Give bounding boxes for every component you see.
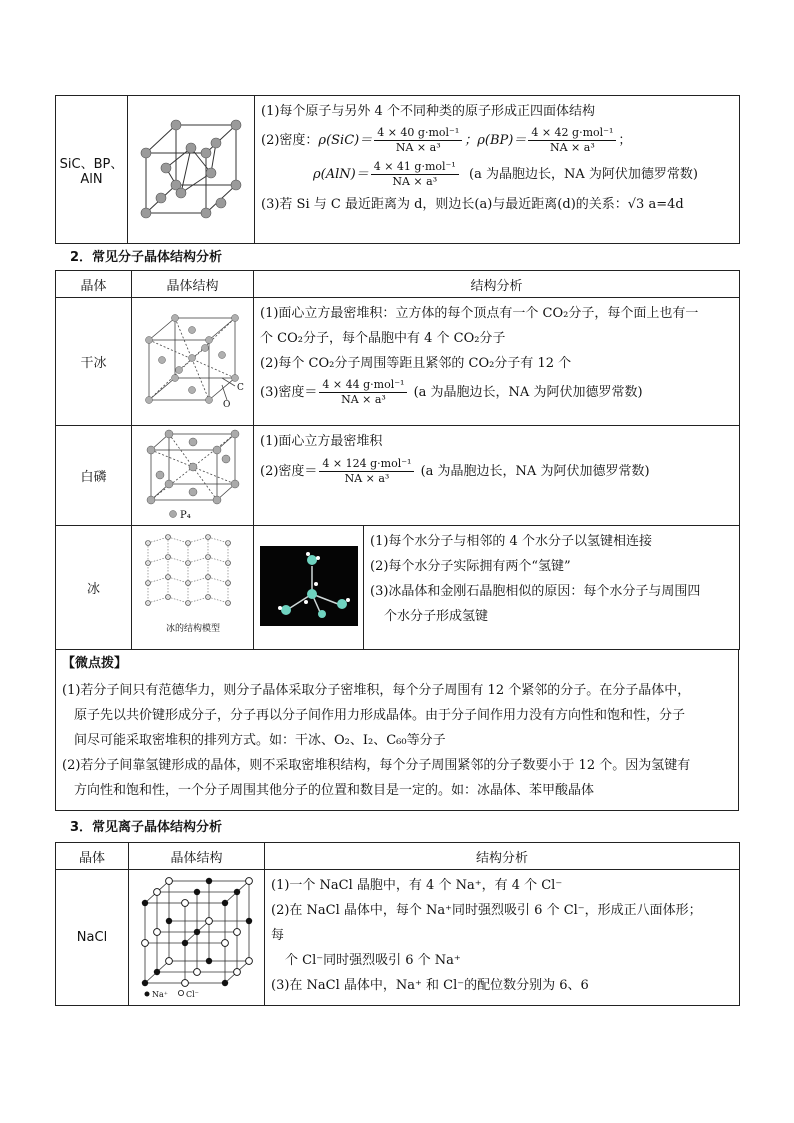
ice-molecule-image xyxy=(254,526,364,650)
nacl-line-2: (2)在 NaCl 晶体中，每个 Na⁺同时强烈吸引 6 个 Cl⁻，形成正八面体形； xyxy=(271,903,702,918)
dryice-line-2: 个 CO₂分子，每个晶胞中有 4 个 CO₂分子 xyxy=(260,331,506,346)
ice-analysis xyxy=(364,526,740,650)
sic-line-1: (1)每个原子与另外 4 个不同种类的原子形成正四面体结构 xyxy=(261,104,595,119)
legend-p4: P₄ xyxy=(179,509,191,520)
dryice-density-line: (3)密度＝ $\frac{\text{4 × 44 g·mol⁻¹}}{\text{NA × a³}}$ (a 为晶胞边长，NA 为阿伏加德罗常数) xyxy=(260,378,643,406)
phosphorus-name: 白磷 xyxy=(56,426,132,526)
dryice-lattice-icon xyxy=(137,310,249,410)
sic-lattice-icon xyxy=(136,113,246,223)
ice-line-1: (1)每个水分子与相邻的 4 个水分子以氢键相连接 xyxy=(370,534,652,549)
section-3-title: 3．常见离子晶体结构分析 xyxy=(70,820,223,835)
phosphorus-line-1: (1)面心立方最密堆积 xyxy=(260,434,383,449)
ice-lattice-icon xyxy=(138,531,248,641)
sic-analysis xyxy=(255,96,740,244)
dryice-line-1: (1)面心立方最密堆积：立方体的每个顶点有一个 CO₂分子，每个面上也有一 xyxy=(260,306,699,321)
molecular-table xyxy=(55,270,740,650)
ice-line-2: (2)每个水分子实际拥有两个“氢键” xyxy=(370,559,571,574)
dryice-line-3: (2)每个 CO₂分子周围等距且紧邻的 CO₂分子有 12 个 xyxy=(260,356,572,371)
nacl-line-5: (3)在 NaCl 晶体中，Na⁺ 和 Cl⁻的配位数分别为 6、6 xyxy=(271,978,589,993)
tip-p2-line-1: (2)若分子间靠氢键形成的晶体，则不采取密堆积结构，每个分子周围紧邻的分子数要小于 12 个。因为氢键有 xyxy=(62,758,691,773)
label-carbon: C xyxy=(236,382,244,393)
phosphorus-density-line: (2)密度＝ $\frac{\text{4 × 124 g·mol⁻¹}}{\text{NA × a³}}$ (a 为晶胞边长，NA 为阿伏加德罗常数) xyxy=(260,457,650,485)
phosphorus-structure-image xyxy=(132,426,254,526)
aln-density-line: ρ(AlN)＝ $\frac{\text{4 × 41 g·mol⁻¹}}{\text{NA × a³}}$ (a 为晶胞边长，NA 为阿伏加德罗常数) xyxy=(313,160,698,188)
ice-molecule-icon xyxy=(260,546,358,626)
dryice-name: 干冰 xyxy=(56,298,132,426)
nacl-line-1: (1)一个 NaCl 晶胞中，有 4 个 Na⁺，有 4 个 Cl⁻ xyxy=(271,878,563,893)
ionic-header-structure: 晶体结构 xyxy=(129,843,265,870)
sic-density-line: (2)密度：ρ(SiC)＝ $\frac{\text{4 × 40 g·mol⁻¹}}{\text{NA × a³}}$ ；ρ(BP)＝ $\frac{\text{4 × 42 g·mol⁻¹}}{\text{NA × a³}}$ ； xyxy=(261,126,632,154)
tip-p1-line-1: (1)若分子间只有范德华力，则分子晶体采取分子密堆积，每个分子周围有 12 个紧邻的分子。在分子晶体中， xyxy=(62,683,691,698)
nacl-line-4: 个 Cl⁻同时强烈吸引 6 个 Na⁺ xyxy=(285,953,461,968)
header-analysis: 结构分析 xyxy=(254,271,740,298)
ice-name: 冰 xyxy=(56,526,132,650)
sic-table xyxy=(55,95,740,244)
ice-structure-image xyxy=(132,526,254,650)
nacl-name: NaCl xyxy=(56,870,129,1006)
header-crystal: 晶体 xyxy=(56,271,132,298)
sic-density-fraction: $\frac{\text{4 × 40 g·mol⁻¹}}{\text{NA × a³}}$ xyxy=(374,126,462,155)
sic-name: SiC、BP、AlN xyxy=(56,96,128,244)
nacl-line-3: 每 xyxy=(271,928,285,943)
sic-structure-image xyxy=(128,96,255,244)
tip-p1-line-2: 原子先以共价键形成分子，分子再以分子间作用力形成晶体。由于分子间作用力没有方向性和饱和性，分子 xyxy=(74,708,686,723)
ionic-header-analysis: 结构分析 xyxy=(265,843,740,870)
dryice-density-fraction: $\frac{\text{4 × 44 g·mol⁻¹}}{\text{NA × a³}}$ xyxy=(319,378,407,407)
ice-caption: 冰的结构模型 xyxy=(165,623,220,634)
legend-na: Na⁺ xyxy=(151,989,168,999)
ionic-header-crystal: 晶体 xyxy=(56,843,129,870)
bp-density-fraction: $\frac{\text{4 × 42 g·mol⁻¹}}{\text{NA × a³}}$ xyxy=(528,126,616,155)
legend-cl: Cl⁻ xyxy=(185,989,199,999)
phosphorus-density-fraction: $\frac{\text{4 × 124 g·mol⁻¹}}{\text{NA × a³}}$ xyxy=(319,457,414,486)
nacl-lattice-icon xyxy=(135,873,259,999)
section-2-title: 2．常见分子晶体结构分析 xyxy=(70,250,223,265)
tip-p2-line-2: 方向性和饱和性，一个分子周围其他分子的位置和数目是一定的。如：冰晶体、苯甲酸晶体 xyxy=(74,783,595,798)
tip-p1-line-3: 间尽可能采取密堆积的排列方式。如：干冰、O₂、I₂、C₆₀等分子 xyxy=(74,733,446,748)
ice-line-4: 个水分子形成氢键 xyxy=(384,609,489,624)
dryice-structure-image xyxy=(132,298,254,426)
label-oxygen: O xyxy=(222,399,230,410)
nacl-analysis xyxy=(265,870,740,1006)
header-structure: 晶体结构 xyxy=(132,271,254,298)
phosphorus-lattice-icon xyxy=(143,428,243,520)
nacl-structure-image xyxy=(129,870,265,1006)
ice-line-3: (3)冰晶体和金刚石晶胞相似的原因：每个水分子与周围四 xyxy=(370,584,701,599)
sic-line-3: (3)若 Si 与 C 最近距离为 d，则边长(a)与最近距离(d)的关系：√3 a=4d xyxy=(261,197,684,212)
aln-density-fraction: $\frac{\text{4 × 41 g·mol⁻¹}}{\text{NA × a³}}$ xyxy=(371,160,459,189)
dryice-analysis xyxy=(254,298,740,426)
tip-title: 【微点拨】 xyxy=(62,656,128,671)
tip-box xyxy=(55,649,739,811)
ionic-table xyxy=(55,842,740,1006)
phosphorus-analysis xyxy=(254,426,740,526)
